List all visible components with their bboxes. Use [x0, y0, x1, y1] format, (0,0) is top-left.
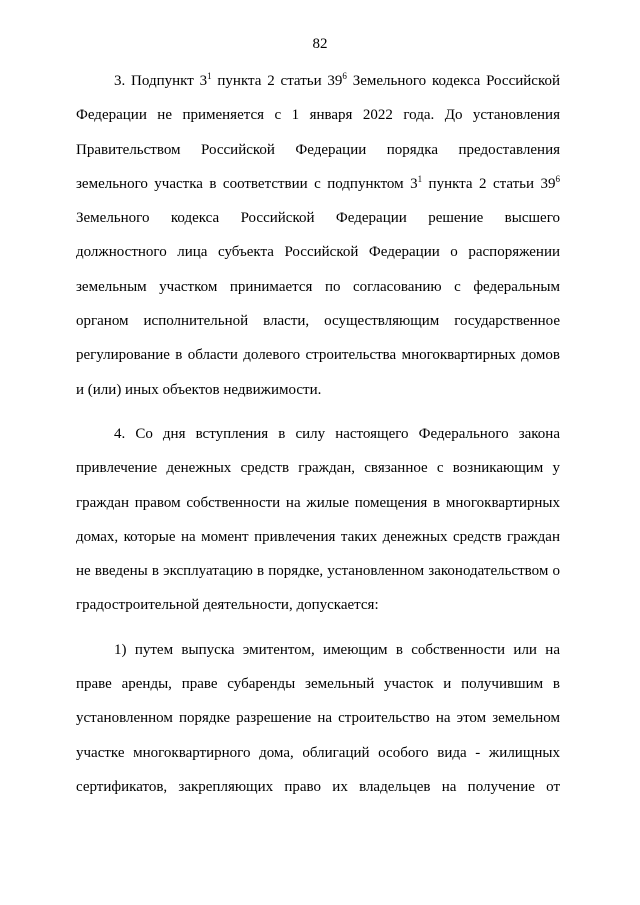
page-number: 82: [312, 36, 328, 52]
text-line: сертификатов, закрепляющих право их владельцев на получение от: [76, 778, 560, 795]
text-line: 4. Со дня вступления в силу настоящего Федерального закона: [114, 425, 560, 442]
text-line: праве аренды, праве субаренды земельный участок и получившим в: [76, 676, 560, 693]
text-line: установленном порядке разрешение на строительство на этом земельном: [76, 710, 560, 727]
text-line: 3. Подпункт $3^1$ пункта 2 статьи $39^6$ Земельного кодекса Российской: [114, 71, 560, 89]
text-line: Земельного кодекса Российской Федерации решение высшего: [76, 210, 560, 227]
text-line: градостроительной деятельности, допускается:: [76, 597, 379, 614]
text-line: регулирование в области долевого строительства многоквартирных домов: [76, 347, 560, 364]
text-line: земельным участком принимается по согласованию с федеральным: [76, 278, 560, 295]
paragraph-3: [76, 64, 560, 407]
text-line: привлечение денежных средств граждан, связанное с возникающим у: [76, 460, 560, 477]
text-line: граждан правом собственности на жилые помещения в многоквартирных: [76, 494, 560, 511]
paragraph-4: [76, 417, 560, 623]
text-line: домах, которые на момент привлечения таких денежных средств граждан: [76, 528, 560, 545]
text-line: земельного участка в соответствии с подпунктом $3^1$ пункта 2 статьи $39^6$: [76, 173, 560, 192]
text-line: 1) путем выпуска эмитентом, имеющим в собственности или на: [114, 641, 560, 658]
document-body: [76, 64, 560, 814]
text-line: Федерации не применяется с 1 января 2022 года. До установления: [76, 107, 560, 124]
paragraph-4-item-1: [76, 633, 560, 804]
text-line: участке многоквартирного дома, облигаций особого вида - жилищных: [76, 744, 560, 761]
text-line: и (или) иных объектов недвижимости.: [76, 381, 322, 398]
text-line: Правительством Российской Федерации порядка предоставления: [76, 141, 560, 158]
text-line: органом исполнительной власти, осуществляющим государственное: [76, 313, 560, 330]
text-line: должностного лица субъекта Российской Федерации о распоряжении: [76, 244, 560, 261]
text-line: не введены в эксплуатацию в порядке, установленном законодательством о: [76, 563, 560, 580]
